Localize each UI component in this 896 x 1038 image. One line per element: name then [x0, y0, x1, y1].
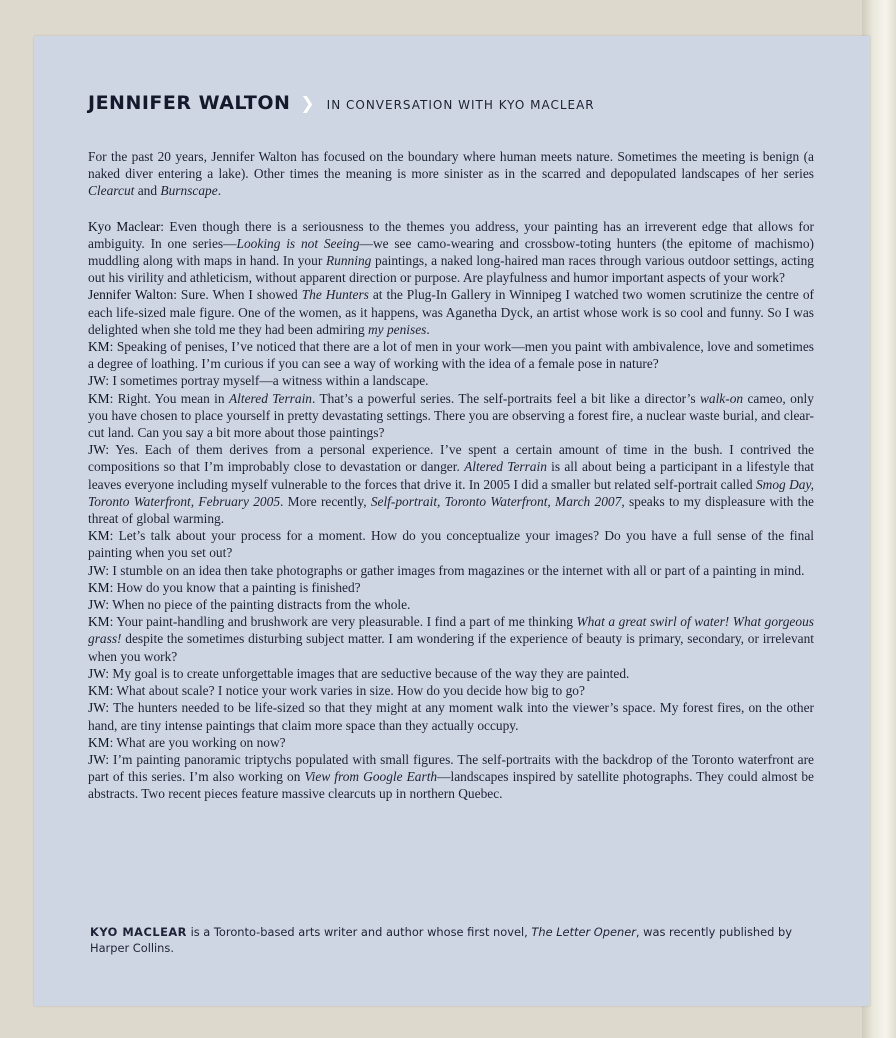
- speaker-label: Jennifer Walton: [88, 287, 174, 303]
- dialogue-turn: [88, 613, 814, 665]
- dialogue-turn: [88, 372, 814, 389]
- article-title: JENNIFER WALTON: [88, 92, 291, 114]
- text-run: and: [134, 183, 161, 199]
- bio-author-name: KYO MACLEAR: [90, 925, 187, 939]
- italic-title: Running: [325, 253, 372, 269]
- text-run: . That’s a powerful series. The self-portraits feel a bit like a director’s: [311, 390, 700, 406]
- text-run: : What about scale? I notice your work varies in size. How do you decide how big to go?: [109, 683, 585, 699]
- text-run: : My goal is to create unforgettable images that are seductive because of the way they are painted.: [105, 665, 630, 681]
- text-run: —landscapes inspired by satellite photographs. They could almost be abstracts. Two recent pieces feature massive clearcuts up in northern Quebec.: [88, 769, 814, 802]
- italic-title: my penises: [368, 321, 427, 337]
- dialogue-turn: [88, 682, 814, 699]
- dialogue-turn: [88, 751, 814, 803]
- text-run: is a Toronto-based arts writer and author whose first novel,: [186, 925, 532, 939]
- text-run: despite the sometimes disturbing subject matter. I am wondering if the experience of beauty is primary, secondary, or irrelevant when you work?: [88, 631, 814, 664]
- text-run: .: [426, 321, 430, 337]
- italic-title: Looking is not Seeing: [236, 235, 360, 251]
- italic-title: Self-portrait, Toronto Waterfront, March 2007: [370, 493, 622, 509]
- text-run: , was recently published by Harper Collins.: [90, 925, 792, 955]
- dialogue-turn: [88, 218, 814, 287]
- text-run: : Your paint-handling and brushwork are very pleasurable. I find a part of me thinking: [109, 614, 577, 630]
- speaker-label: KM: [88, 683, 110, 699]
- dialogue-turn: [88, 699, 814, 733]
- speaker-label: KM: [88, 614, 110, 630]
- italic-title: The Hunters: [301, 287, 369, 303]
- dialogue-turn: [88, 286, 814, 338]
- speaker-label: JW: [88, 562, 106, 578]
- speaker-label: JW: [88, 665, 106, 681]
- italic-title: View from Google Earth: [304, 769, 438, 785]
- dialogue-turn: [88, 390, 814, 442]
- italic-title: Clearcut: [88, 183, 135, 199]
- text-run: : When no piece of the painting distracts from the whole.: [105, 597, 411, 613]
- text-run: : Let’s talk about your process for a moment. How do you conceptualize your images? Do you have a full sense of the final painting when you set out?: [88, 528, 814, 561]
- text-run: is all about being a participant in a lifestyle that leaves everyone including myself vulnerable to the forces that drive it. In 2005 I did a smaller but related self-portrait called: [88, 459, 814, 492]
- article-header: [88, 92, 595, 114]
- italic-title: Altered Terrain: [228, 390, 312, 406]
- text-run: , speaks to my displeasure with the threat of global warming.: [88, 493, 814, 527]
- dialogue-turn: [88, 579, 814, 596]
- author-bio: [90, 924, 816, 956]
- text-run: : What are you working on now?: [109, 734, 286, 750]
- text-run: . More recently,: [280, 493, 371, 509]
- speaker-label: JW: [88, 751, 106, 767]
- italic-title: Smog Day, Toronto Waterfront, February 2005: [88, 476, 814, 509]
- magazine-page: [34, 36, 870, 1006]
- dialogue-turn: [88, 562, 814, 579]
- text-run: : The hunters needed to be life-sized so that they might at any moment walk into the viewer’s space. My forest fires, on the other hand, are tiny intense paintings that claim more space than they actually occupy.: [88, 700, 814, 733]
- text-run: : Sure. When I showed: [173, 287, 302, 303]
- speaker-label: KM: [88, 339, 110, 355]
- speaker-label: KM: [88, 528, 110, 544]
- bio-text: [90, 925, 792, 955]
- text-run: : I stumble on an idea then take photographs or gather images from magazines or the internet with all or part of a painting in mind.: [105, 562, 805, 578]
- interview-dialogue: [88, 218, 814, 803]
- chevron-right-icon: ❯: [300, 94, 315, 114]
- dialogue-turn: [88, 665, 814, 682]
- dialogue-turn: [88, 734, 814, 751]
- text-run: For the past 20 years, Jennifer Walton has focused on the boundary where human meets nature. Sometimes the meeting is benign (a naked diver entering a lake). Other times the meaning is more sinister as in the scarred and depopulated landscapes of her series: [88, 149, 814, 182]
- italic-title: Altered Terrain: [464, 459, 547, 475]
- speaker-label: KM: [88, 579, 110, 595]
- speaker-label: JW: [88, 700, 106, 716]
- text-run: cameo, only you have chosen to place yourself in pretty devastating settings. There you are observing a forest fire, a nuclear waste burial, and clear-cut land. Can you say a bit more about those paintings?: [88, 390, 814, 441]
- text-run: paintings, a naked long-haired man races through various outdoor settings, acting out his virility and athleticism, without apparent direction or purpose. Are playfulness and humor important aspects of your work?: [88, 253, 814, 286]
- speaker-label: JW: [88, 597, 106, 613]
- speaker-label: JW: [88, 373, 106, 389]
- text-run: .: [217, 183, 222, 199]
- article-body: [88, 148, 814, 803]
- text-run: : Yes. Each of them derives from a personal experience. I’ve spent a certain amount of time in the bush. I contrived the compositions so that I’m improbably close to devastation or danger.: [88, 442, 814, 475]
- speaker-label: KM: [88, 390, 110, 406]
- speaker-label: JW: [88, 442, 106, 458]
- italic-title: walk-on: [699, 390, 744, 406]
- text-run: : Speaking of penises, I’ve noticed that there are a lot of men in your work—men you paint with ambivalence, love and sometimes a degree of loathing. I’m curious if you can see a way of working with the idea of a female pose in nature?: [88, 339, 814, 372]
- italic-title: What a great swirl of water! What gorgeous grass!: [88, 614, 814, 647]
- text-run: : I sometimes portray myself—a witness within a landscape.: [105, 373, 429, 389]
- intro-paragraph: [88, 148, 814, 200]
- dialogue-turn: [88, 596, 814, 613]
- italic-title: Burnscape: [160, 183, 218, 199]
- dialogue-turn: [88, 338, 814, 372]
- text-run: at the Plug-In Gallery in Winnipeg I watched two women scrutinize the centre of each life-sized male figure. One of the women, as it happens, was Aganetha Dyck, an artist whose work is so cool and funny. So I was delighted when she told me they had been admiring: [88, 287, 814, 337]
- italic-title: The Letter Opener: [531, 925, 636, 939]
- text-run: : Even though there is a seriousness to the themes you address, your painting has an irreverent edge that allows for ambiguity. In one series—: [88, 218, 814, 251]
- dialogue-turn: [88, 441, 814, 527]
- dialogue-turn: [88, 527, 814, 561]
- text-run: : Right. You mean in: [109, 390, 229, 406]
- text-run: : How do you know that a painting is finished?: [109, 579, 361, 595]
- text-run: —we see camo-wearing and crossbow-toting hunters (the epitome of machismo) muddling along with maps in hand. In your: [88, 235, 815, 269]
- text-run: : I’m painting panoramic triptychs populated with small figures. The self-portraits with the backdrop of the Toronto waterfront are part of this series. I’m also working on: [88, 751, 814, 785]
- article-subtitle: IN CONVERSATION WITH KYO MACLEAR: [326, 98, 595, 112]
- speaker-label: Kyo Maclear: [88, 218, 161, 234]
- speaker-label: KM: [88, 734, 110, 750]
